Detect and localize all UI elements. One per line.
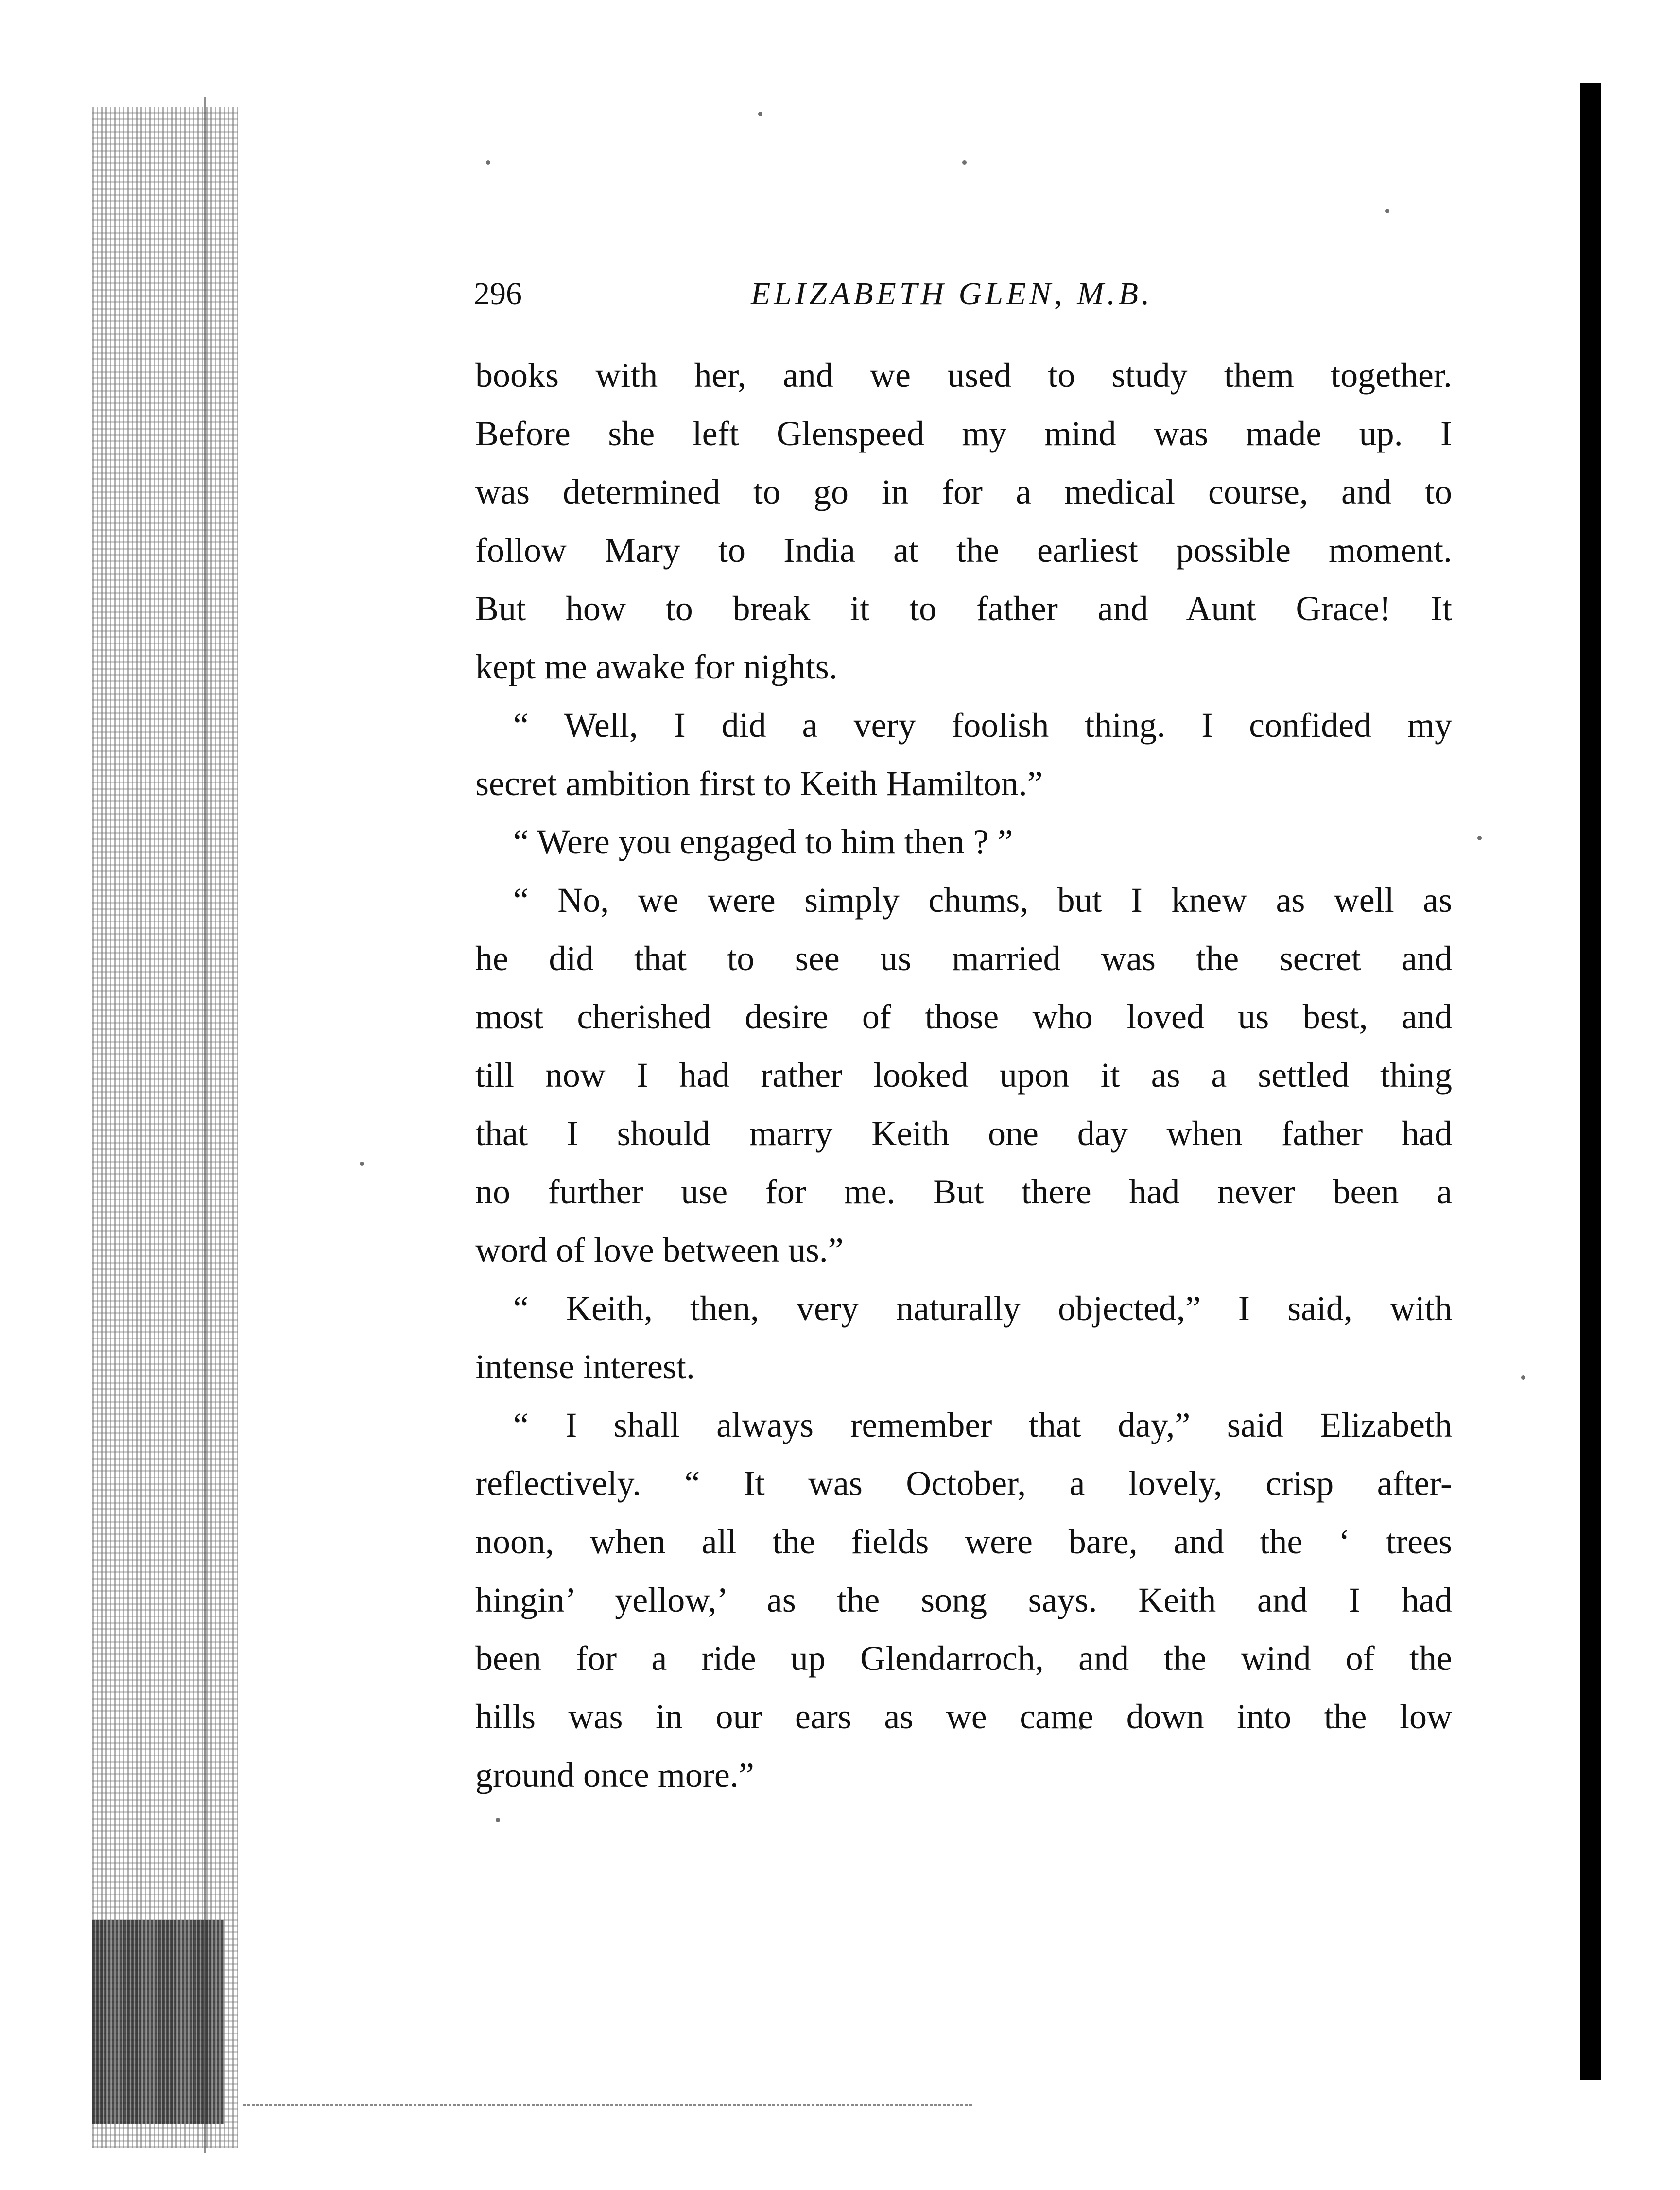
text-line: “ Keith, then, very naturally objected,” I said, with [513, 1289, 1452, 1328]
text-line: word of love between us.” [475, 1231, 844, 1269]
scan-speck [758, 112, 762, 116]
text-line: “ Were you engaged to him then ? ” [513, 822, 1013, 861]
scan-speck [1477, 836, 1482, 840]
bottom-dashed-rule [243, 2104, 972, 2107]
text-line: most cherished desire of those who loved us best, and [475, 997, 1452, 1036]
text-line: till now I had rather looked upon it as a settled thing [475, 1056, 1452, 1095]
text-line: intense interest. [475, 1347, 695, 1386]
text-line: ground once more.” [475, 1755, 754, 1794]
text-line: Before she left Glenspeed my mind was made up. I [475, 414, 1452, 453]
scan-speck [1385, 209, 1389, 213]
text-line: hingin’ yellow,’ as the song says. Keith and I had [475, 1581, 1452, 1619]
text-line: kept me awake for nights. [475, 647, 838, 686]
scan-speck [496, 1818, 500, 1822]
text-line: reflectively. “ It was October, a lovely, crisp after- [475, 1464, 1452, 1503]
body-text [475, 346, 1452, 1804]
running-head [474, 272, 1451, 316]
scan-speck [962, 160, 967, 165]
page-fold-line [204, 97, 206, 2153]
page-number: 296 [474, 276, 522, 312]
text-line: But how to break it to father and Aunt Grace! It [475, 589, 1452, 628]
text-line: was determined to go in for a medical course, and to [475, 472, 1452, 511]
running-title: ELIZABETH GLEN, M.B. [751, 276, 1153, 312]
text-line: noon, when all the fields were bare, and the ‘ trees [475, 1522, 1452, 1561]
text-line: secret ambition first to Keith Hamilton.” [475, 764, 1043, 803]
scan-speck [486, 160, 490, 165]
text-line: hills was in our ears as we came down into the low [475, 1697, 1452, 1736]
right-margin-bar [1580, 83, 1601, 2080]
text-line: “ I shall always remember that day,” said Elizabeth [513, 1406, 1452, 1444]
text-line: been for a ride up Glendarroch, and the wind of the [475, 1639, 1452, 1678]
text-line: no further use for me. But there had never been a [475, 1172, 1452, 1211]
scan-speck [1521, 1375, 1525, 1380]
text-line: “ Well, I did a very foolish thing. I confided my [513, 706, 1452, 745]
scan-speck [360, 1162, 364, 1166]
text-line: books with her, and we used to study them together. [475, 356, 1452, 395]
text-line: follow Mary to India at the earliest possible moment. [475, 531, 1452, 570]
text-line: that I should marry Keith one day when father had [475, 1114, 1452, 1153]
text-line: “ No, we were simply chums, but I knew as well as [513, 881, 1452, 920]
scan-edge-noise [92, 107, 238, 2148]
text-line: he did that to see us married was the secret and [475, 939, 1452, 978]
